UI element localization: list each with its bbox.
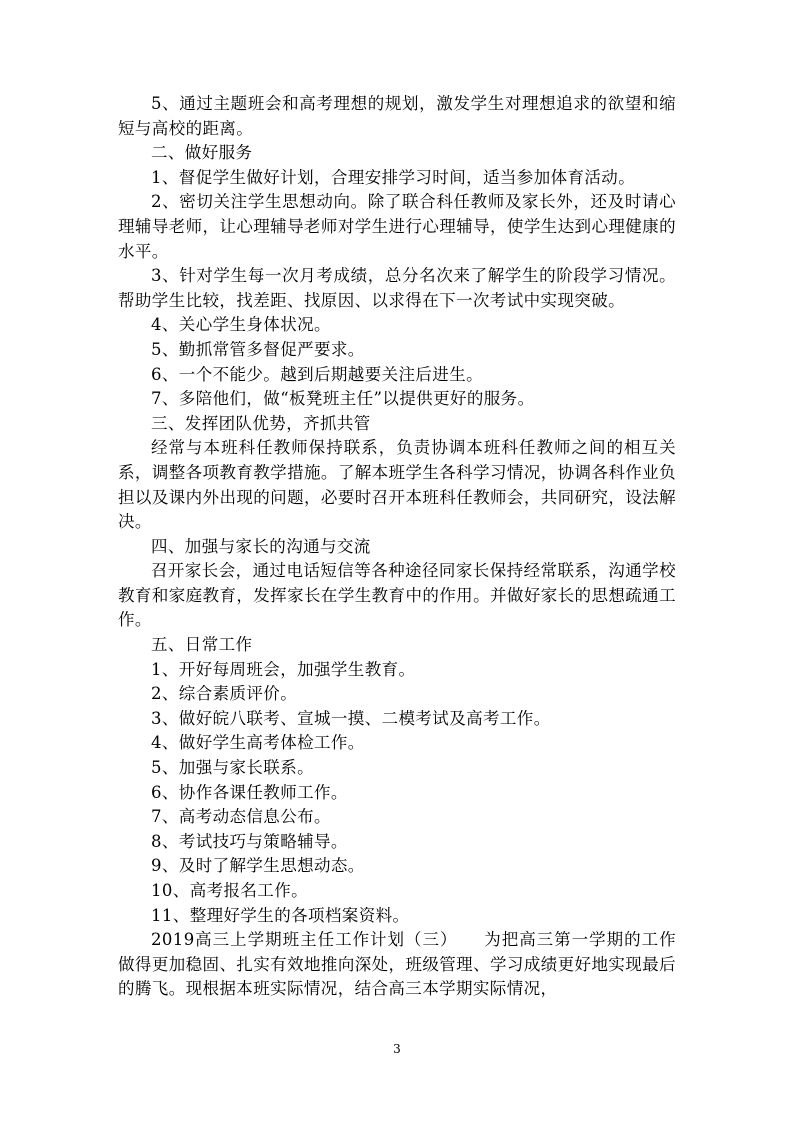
list-item: 10、高考报名工作。 <box>151 881 308 900</box>
list-item: 4、做好学生高考体检工作。 <box>151 733 365 753</box>
paragraph: 6、一个不能少。越到后期越要关注后进生。 <box>151 364 483 384</box>
list-item: 9、及时了解学生思想动态。 <box>151 856 365 876</box>
list-item: 1、开好每周班会，加强学生教育。 <box>151 659 416 679</box>
list-item: 11、整理好学生的各项档案资料。 <box>151 905 410 925</box>
paragraph: 召开家长会，通过电话短信等各种途径同家长保持经常联系，沟通学校教育和家庭教育，发挥家长在学生教育中的作用。并做好家长的思想疏通工作。 <box>118 561 676 630</box>
page-number: 3 <box>393 1042 401 1056</box>
section-heading: 四、加强与家长的沟通与交流 <box>151 536 371 556</box>
paragraph: 4、关心学生身体状况。 <box>151 315 331 335</box>
list-item: 3、做好皖八联考、宣城一摸、二模考试及高考工作。 <box>151 708 551 728</box>
section-heading: 五、日常工作 <box>151 635 253 655</box>
paragraph: 5、通过主题班会和高考理想的规划，激发学生对理想追求的欲望和缩短与高校的距离。 <box>118 94 676 138</box>
paragraph: 2019高三上学期班主任工作计划（三） 为把高三第一学期的工作做得更加稳固、扎实有效地推向深处，班级管理、学习成绩更好地实现最后的腾飞。现根据本班实际情况，结合高三本学期实际情况， <box>118 930 676 999</box>
section-heading: 三、发挥团队优势，齐抓共管 <box>151 413 371 433</box>
paragraph: 3、针对学生每一次月考成绩，总分名次来了解学生的阶段学习情况。帮助学生比较，找差距、找原因、以求得在下一次考试中实现突破。 <box>118 266 676 310</box>
list-item: 8、考试技巧与策略辅导。 <box>151 831 348 851</box>
list-item: 6、协作各课任教师工作。 <box>151 782 348 802</box>
list-item: 7、高考动态信息公布。 <box>151 807 331 827</box>
paragraph: 1、督促学生做好计划，合理安排学习时间，适当参加体育活动。 <box>151 167 636 187</box>
list-item: 5、加强与家长联系。 <box>151 758 314 778</box>
paragraph: 7、多陪他们，做“板凳班主任”以提供更好的服务。 <box>151 389 535 409</box>
section-heading: 二、做好服务 <box>151 143 253 163</box>
document-body <box>118 92 676 1002</box>
paragraph: 经常与本班科任教师保持联系，负责协调本班科任教师之间的相互关系，调整各项教育教学措施。了解本班学生各科学习情况，协调各科作业负担以及课内外出现的问题，必要时召开本班科任教师会，共同研究，设法解决。 <box>118 438 676 532</box>
paragraph: 2、密切关注学生思想动向。除了联合科任教师及家长外，还及时请心理辅导老师，让心理辅导老师对学生进行心理辅导，使学生达到心理健康的水平。 <box>118 192 676 261</box>
list-item: 2、综合素质评价。 <box>151 684 298 704</box>
paragraph: 5、勤抓常管多督促严要求。 <box>151 339 365 359</box>
